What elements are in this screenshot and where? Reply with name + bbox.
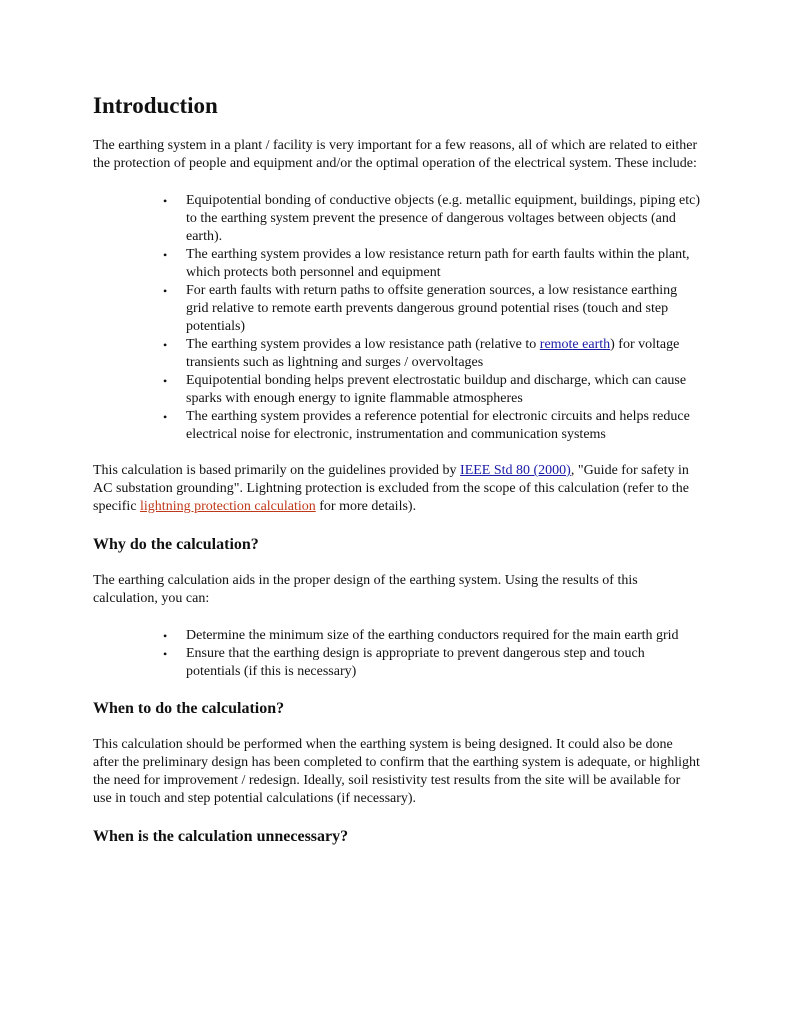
intro-bullet-item: • Equipotential bonding helps prevent electrostatic buildup and discharge, which can cause sparks with enough energy to ignite flammable atmospheres xyxy=(186,372,701,408)
why-bullet-list xyxy=(93,627,701,681)
basis-paragraph xyxy=(93,462,701,516)
when-heading: When to do the calculation? xyxy=(93,700,285,717)
bullet-text-after: ) for voltage transients such as lightning and surges / overvoltages xyxy=(186,337,680,370)
intro-paragraph: The earthing system in a plant / facility is very important for a few reasons, all of which are related to either the protection of people and equipment and/or the optimal operation of the electrical system. These include: xyxy=(93,138,698,171)
document-page xyxy=(93,91,701,864)
basis-text-2: , "Guide for safety in AC substation grounding". Lightning protection is excluded from the scope of this calculation (refer to the specific xyxy=(93,463,689,514)
basis-text-3: for more details). xyxy=(315,499,417,514)
bullet-text-before: The earthing system provides a low resistance path (relative to xyxy=(186,337,540,352)
why-bullet-item: • Determine the minimum size of the earthing conductors required for the main earth grid xyxy=(186,627,701,645)
intro-bullet-list xyxy=(93,192,701,444)
unnecessary-heading: When is the calculation unnecessary? xyxy=(93,828,349,845)
intro-bullet-item: • For earth faults with return paths to offsite generation sources, a low resistance earthing grid relative to remote earth prevents dangerous ground potential rises (touch and step potentials) xyxy=(186,282,701,336)
intro-bullet-item: • Equipotential bonding of conductive objects (e.g. metallic equipment, buildings, piping etc) to the earthing system prevent the presence of dangerous voltages between objects (and earth). xyxy=(186,192,701,246)
lightning-protection-link[interactable]: lightning protection calculation xyxy=(140,499,316,514)
why-paragraph: The earthing calculation aids in the proper design of the earthing system. Using the results of this calculation, you can: xyxy=(93,573,638,606)
ieee-std-80-link[interactable]: IEEE Std 80 (2000) xyxy=(460,463,571,478)
intro-bullet-item: • The earthing system provides a low resistance return path for earth faults within the plant, which protects both personnel and equipment xyxy=(186,246,701,282)
intro-bullet-item: • The earthing system provides a reference potential for electronic circuits and helps reduce electrical noise for electronic, instrumentation and communication systems xyxy=(186,408,701,444)
remote-earth-link[interactable]: remote earth xyxy=(539,337,611,352)
intro-bullet-item xyxy=(186,336,701,372)
why-bullet-item: • Ensure that the earthing design is appropriate to prevent dangerous step and touch potentials (if this is necessary) xyxy=(186,645,701,681)
when-paragraph: This calculation should be performed when the earthing system is being designed. It could also be done after the preliminary design has been completed to confirm that the earthing system is adequate, or highlight the need for improvement / redesign. Ideally, soil resistivity test results from the site will be available for use in touch and step potential calculations (if necessary). xyxy=(93,737,700,806)
intro-heading: Introduction xyxy=(93,93,218,118)
why-heading: Why do the calculation? xyxy=(93,536,259,553)
basis-text-1: This calculation is based primarily on the guidelines provided by xyxy=(93,463,461,478)
